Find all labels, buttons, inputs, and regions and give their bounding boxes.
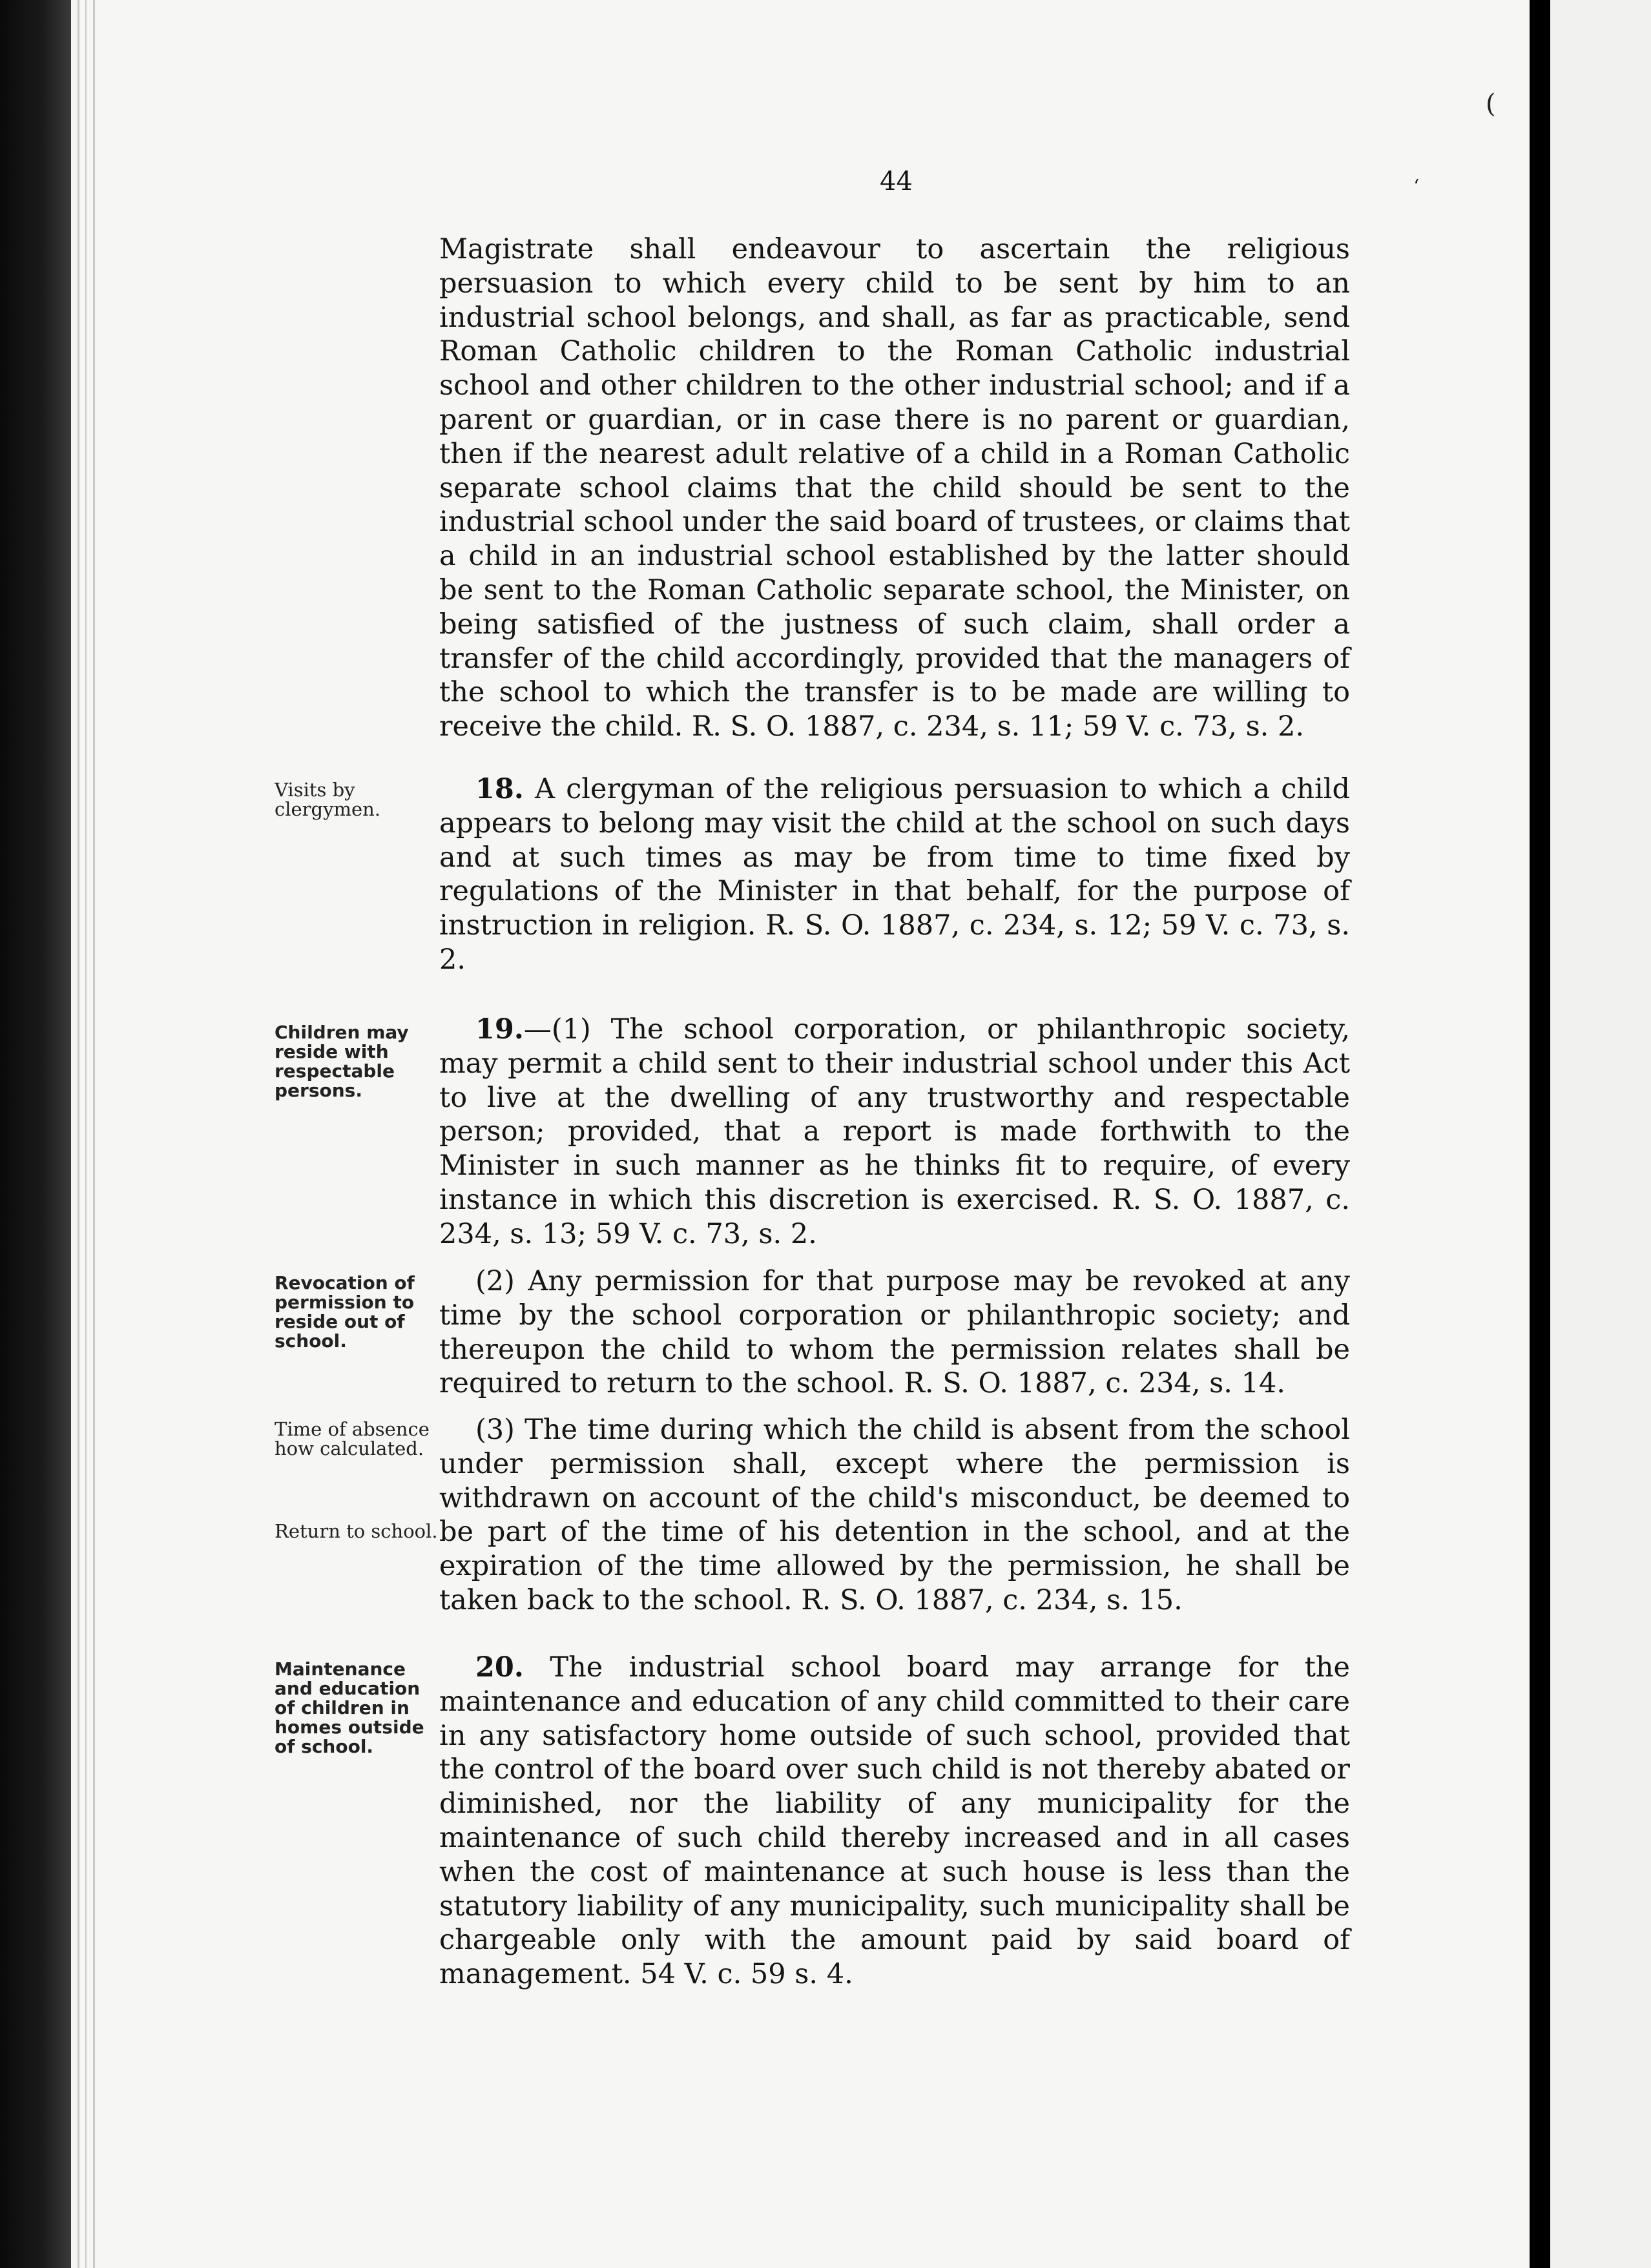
paragraph-text: Magistrate shall endeavour to ascertain the religious persuasion to which every child to be sent by him to an industrial school belongs, and shall, as far as practicable, send Roman Catholic children to the Roman Catholic industrial school and other children to the other industrial school; and if a parent or guardian, or in case there is no parent or guardian, then if the nearest adult relative of a child in a Roman Catholic separate school claims that the child should be sent to the industrial school under the said board of trustees, or claims that a child in an industrial school established by the latter should be sent to the Roman Catholic separate school, the Minister, on being satisfied of the justness of such claim, shall order a transfer of the child accordingly, provided that the managers of the school to which the transfer is to be made are willing to receive the child. R. S. O. 1887, c. 234, s. 11; 59 V. c. 73, s. 2. — [439, 233, 1350, 743]
next-page-sliver — [1550, 0, 1651, 2268]
section-19-1 — [439, 1013, 1350, 1252]
section-number: 19. — [475, 1013, 524, 1046]
margin-note-text: Return to school. — [275, 1520, 438, 1542]
section-text: —(1) The school corporation, or philanthropic society, may permit a child sent to their industrial school under this Act to live at the dwelling of any trustworthy and respectable person; provided, that a report is made forthwith to the Minister in such manner as he thinks fit to require, of every instance in which this discretion is exercised. R. S. O. 1887, c. 234, s. 13; 59 V. c. 73, s. 2. — [439, 1013, 1350, 1250]
margin-note — [275, 1521, 442, 1541]
sliver-mark: ‘ — [1413, 176, 1420, 198]
section-number: 18. — [475, 773, 524, 805]
gutter-line — [78, 0, 79, 2268]
margin-note-text: Maintenance and education of children in homes outside of school. — [275, 1658, 424, 1757]
margin-note — [275, 1660, 442, 1757]
margin-note-text: Children may reside with respectable persons. — [275, 1022, 409, 1101]
sliver-mark: ( — [1486, 89, 1496, 119]
section-19-3 — [439, 1413, 1350, 1618]
scan-left-shadow — [0, 0, 71, 2268]
margin-note — [275, 1419, 442, 1458]
section-text: A clergyman of the religious persuasion to which a child appears to belong may visit the child at the school on such days and at such times as may be from time to time fixed by regulations of the Minister in that behalf, for the purpose of instruction in religion. R. S. O. 1887, c. 234, s. 12; 59 V. c. 73, s. 2. — [439, 773, 1350, 976]
page-edge-shadow — [1530, 0, 1550, 2268]
margin-note-text: Time of absence how calculated. — [275, 1418, 430, 1459]
section-19-2 — [439, 1264, 1350, 1401]
section-20 — [439, 1651, 1350, 1992]
margin-note — [275, 780, 442, 819]
gutter-line — [93, 0, 95, 2268]
margin-note — [275, 1273, 442, 1351]
section-text: (2) Any permission for that purpose may be revoked at any time by the school corporation or philanthropic society; and thereupon the child to whom the permission relates shall be required to return to the school. R. S. O. 1887, c. 234, s. 14. — [439, 1265, 1350, 1400]
section-18 — [439, 772, 1350, 977]
section-text: The industrial school board may arrange for the maintenance and education of any child committed to their care in any satisfactory home outside of such school, provided that the control of the board over such child is not thereby abated or diminished, nor the liability of any municipality for the maintenance of such child thereby increased and in all cases when the cost of maintenance at such house is less than the statutory liability of any municipality, such municipality shall be chargeable only with the amount paid by said board of management. 54 V. c. 59 s. 4. — [439, 1651, 1350, 1991]
page-number: 44 — [880, 167, 913, 196]
margin-note-text: Revocation of permission to reside out of school. — [275, 1272, 415, 1352]
margin-note-text: Visits by clergymen. — [275, 779, 381, 820]
gutter-line — [85, 0, 87, 2268]
continuation-paragraph — [439, 232, 1350, 744]
section-number: 20. — [475, 1651, 524, 1684]
margin-note — [275, 1023, 442, 1100]
section-text: (3) The time during which the child is absent from the school under permission shall, except where the permission is withdrawn on account of the child's misconduct, be deemed to be part of the time of his detention in the school, and at the expiration of the time allowed by the permission, he shall be taken back to the school. R. S. O. 1887, c. 234, s. 15. — [439, 1414, 1350, 1616]
